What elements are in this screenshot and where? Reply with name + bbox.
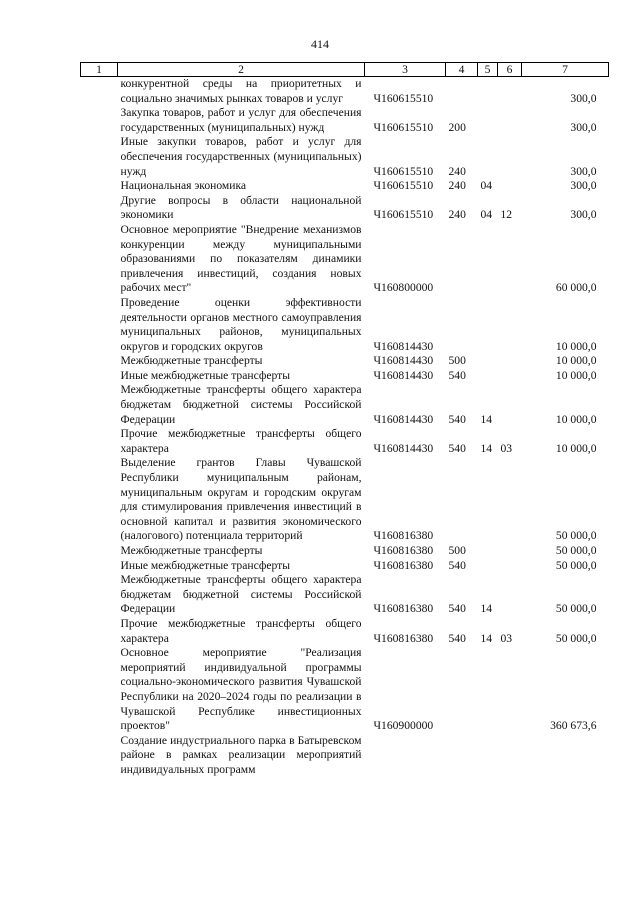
column-header: 7 <box>522 63 609 77</box>
subsection-code-cell <box>498 223 522 296</box>
target-code-cell: Ч160816380 <box>373 558 434 572</box>
target-code-cell: Ч160814430 <box>373 441 434 455</box>
column-header: 1 <box>81 63 118 77</box>
target-code-cell: Ч160816380 <box>373 529 434 543</box>
subsection-code-cell <box>498 573 522 617</box>
column-header: 6 <box>498 63 522 77</box>
table-row <box>81 544 609 559</box>
expense-type-cell: 540 <box>448 441 466 455</box>
subsection-code-cell: 03 <box>500 631 513 645</box>
expense-type-cell: 500 <box>448 544 466 557</box>
target-code-cell: Ч160814430 <box>373 354 434 368</box>
subsection-code-cell <box>498 646 522 734</box>
subsection-code-cell <box>498 179 522 194</box>
amount-cell: 50 000,0 <box>555 544 597 557</box>
expense-type-cell: 240 <box>448 164 466 178</box>
subsection-code-cell <box>498 135 522 179</box>
amount-cell: 10 000,0 <box>555 354 597 368</box>
row-name-cell: Основное мероприятие "Внедрение механизмов конкуренции между муниципальными образованиями по показателям динамики привлечения инвестиций, создания новых рабочих мест" <box>120 222 362 295</box>
subsection-code-cell <box>498 106 522 135</box>
table-row <box>81 77 609 107</box>
section-code-cell <box>478 223 498 296</box>
subsection-code-cell <box>498 383 522 427</box>
section-code-cell: 14 <box>480 602 493 616</box>
target-code-cell: Ч160816380 <box>373 544 434 557</box>
section-code-cell <box>478 456 498 544</box>
table-row <box>81 456 609 544</box>
section-code-cell <box>478 734 498 778</box>
row-name-cell: Национальная экономика <box>120 179 247 193</box>
amount-cell: 300,0 <box>570 91 597 105</box>
amount-cell: 300,0 <box>570 179 597 193</box>
section-code-cell: 04 <box>480 179 493 193</box>
expense-type-cell: 240 <box>448 179 466 193</box>
section-code-cell: 14 <box>480 631 493 645</box>
expense-type-cell <box>446 77 478 107</box>
row-name-cell: Создание индустриального парка в Батыревском районе в рамках реализации мероприятий индивидуальных программ <box>120 733 362 776</box>
table-row <box>81 573 609 617</box>
amount-cell: 360 673,6 <box>550 719 597 733</box>
section-code-cell <box>478 77 498 107</box>
row-name-cell: Межбюджетные трансферты <box>120 354 263 368</box>
table-row <box>81 223 609 296</box>
expense-type-cell: 540 <box>448 631 466 645</box>
row-name-cell: Другие вопросы в области национальной экономики <box>120 193 362 222</box>
amount-cell: 10 000,0 <box>555 441 597 455</box>
target-code-cell: Ч160816380 <box>373 602 434 616</box>
row-name-cell: Межбюджетные трансферты <box>120 544 263 557</box>
expense-type-cell: 540 <box>448 558 466 572</box>
expense-type-cell <box>446 296 478 354</box>
amount-cell <box>522 734 609 778</box>
expense-type-cell: 240 <box>448 208 466 222</box>
row-name-cell: Выделение грантов Главы Чувашской Республики муниципальным районам, муниципальным округам и городским округам для стимулирования привлечения инвестиций в основной капитал и развития экономического (налогового) потенциала территорий <box>120 456 362 543</box>
row-name-cell: Иные межбюджетные трансферты <box>120 368 291 382</box>
target-code-cell: Ч160814430 <box>373 339 434 353</box>
expense-type-cell <box>446 223 478 296</box>
column-header: 5 <box>478 63 498 77</box>
table-row <box>81 296 609 354</box>
table-row <box>81 427 609 456</box>
subsection-code-cell <box>498 369 522 384</box>
table-row <box>81 646 609 734</box>
target-code-cell: Ч160814430 <box>373 412 434 426</box>
target-code-cell: Ч160615510 <box>373 179 434 193</box>
target-code-cell: Ч160816380 <box>373 631 434 645</box>
amount-cell: 10 000,0 <box>555 412 597 426</box>
row-name-cell: Проведение оценки эффективности деятельности органов местного самоуправления муниципальных районов, муниципальных округов и городских округов <box>120 295 362 353</box>
subsection-code-cell <box>498 296 522 354</box>
subsection-code-cell <box>498 456 522 544</box>
section-code-cell <box>478 369 498 384</box>
target-code-cell: Ч160615510 <box>373 164 434 178</box>
table-row <box>81 369 609 384</box>
table-row <box>81 194 609 223</box>
expense-type-cell <box>446 646 478 734</box>
row-name-cell: Закупка товаров, работ и услуг для обеспечения государственных (муниципальных) нужд <box>120 106 362 134</box>
amount-cell: 300,0 <box>570 164 597 178</box>
column-header-row <box>81 63 609 77</box>
amount-cell: 50 000,0 <box>555 558 597 572</box>
table-body <box>81 77 609 778</box>
target-code-cell: Ч160615510 <box>373 120 434 134</box>
table-row <box>81 135 609 179</box>
section-code-cell <box>478 296 498 354</box>
budget-table <box>80 62 609 778</box>
column-header: 2 <box>118 63 365 77</box>
subsection-code-cell: 12 <box>500 208 513 222</box>
row-name-cell: Межбюджетные трансферты общего характера бюджетам бюджетной системы Российской Федерации <box>120 383 362 426</box>
column-header: 3 <box>365 63 446 77</box>
table-row <box>81 354 609 369</box>
table-row <box>81 617 609 646</box>
target-code-cell: Ч160900000 <box>373 719 434 733</box>
amount-cell: 50 000,0 <box>555 529 597 543</box>
subsection-code-cell <box>498 734 522 778</box>
row-name-cell: Прочие межбюджетные трансферты общего характера <box>120 616 362 645</box>
amount-cell: 300,0 <box>570 208 597 222</box>
amount-cell: 300,0 <box>570 120 597 134</box>
expense-type-cell: 500 <box>448 354 466 368</box>
table-row <box>81 559 609 574</box>
subsection-code-cell <box>498 77 522 107</box>
section-code-cell <box>478 559 498 574</box>
expense-type-cell: 540 <box>448 602 466 616</box>
page-number: 414 <box>311 37 329 51</box>
section-code-cell <box>478 544 498 559</box>
section-code-cell <box>478 354 498 369</box>
expense-type-cell <box>446 734 478 778</box>
subsection-code-cell <box>498 354 522 369</box>
section-code-cell <box>478 135 498 179</box>
subsection-code-cell <box>498 559 522 574</box>
subsection-code-cell <box>498 544 522 559</box>
expense-type-cell: 540 <box>448 368 466 382</box>
target-code-cell: Ч160615510 <box>373 208 434 222</box>
table-row <box>81 734 609 778</box>
amount-cell: 50 000,0 <box>555 602 597 616</box>
amount-cell: 50 000,0 <box>555 631 597 645</box>
section-code-cell: 04 <box>480 208 493 222</box>
target-code-cell: Ч160615510 <box>373 91 434 105</box>
expense-type-cell: 540 <box>448 412 466 426</box>
row-name-cell: конкурентной среды на приоритетных и социально значимых рынках товаров и услуг <box>120 77 362 105</box>
subsection-code-cell: 03 <box>500 441 513 455</box>
target-code-cell: Ч160814430 <box>373 368 434 382</box>
section-code-cell <box>478 646 498 734</box>
column-header: 4 <box>446 63 478 77</box>
section-code-cell: 14 <box>480 441 493 455</box>
row-name-cell: Межбюджетные трансферты общего характера бюджетам бюджетной системы Российской Федерации <box>120 573 362 616</box>
expense-type-cell: 200 <box>448 120 466 134</box>
row-name-cell: Иные закупки товаров, работ и услуг для обеспечения государственных (муниципальных) нужд <box>120 135 362 178</box>
amount-cell: 10 000,0 <box>555 339 597 353</box>
expense-type-cell <box>446 456 478 544</box>
table-row <box>81 383 609 427</box>
section-code-cell: 14 <box>480 412 493 426</box>
table-row <box>81 179 609 194</box>
target-code-cell <box>365 734 446 778</box>
amount-cell: 60 000,0 <box>555 281 597 295</box>
amount-cell: 10 000,0 <box>555 368 597 382</box>
row-name-cell: Прочие межбюджетные трансферты общего характера <box>120 427 362 455</box>
target-code-cell: Ч160800000 <box>373 281 434 295</box>
table-row <box>81 106 609 135</box>
row-name-cell: Основное мероприятие "Реализация мероприятий индивидуальной программы социально-экономического развития Чувашской Республики на 2020–2024 годы по реализации в Чувашской Республике инвестиционных проектов" <box>120 646 362 733</box>
row-name-cell: Иные межбюджетные трансферты <box>120 558 291 572</box>
section-code-cell <box>478 106 498 135</box>
